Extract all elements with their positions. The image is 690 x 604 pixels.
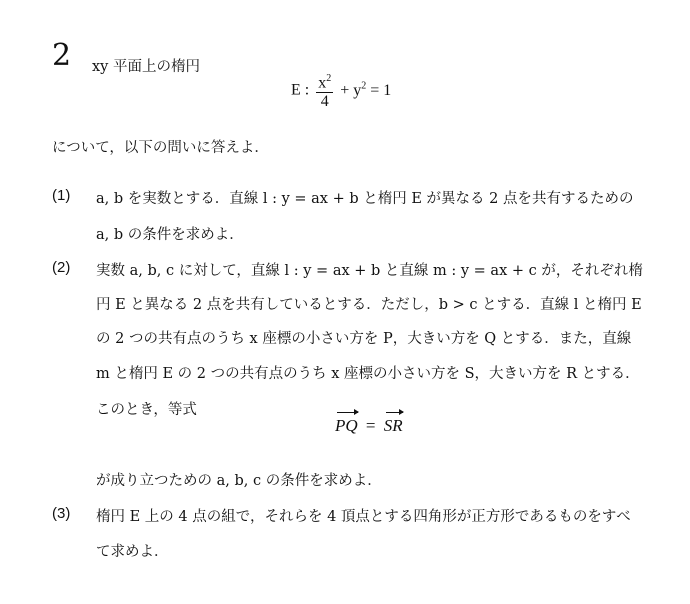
part-3-line-2: て求めよ．: [96, 544, 169, 560]
vector-sr: SR: [383, 416, 403, 435]
ellipse-fraction: $\frac{x^2}{4}$: [316, 70, 333, 111]
part-3-line-1: 楕円 E 上の 4 点の組で，それらを 4 頂点とする四角形が正方形であるものをすべ: [96, 509, 631, 525]
vector-equation: [335, 416, 403, 436]
part-2-line-5: このとき，等式: [96, 402, 197, 418]
problem-intro: xy 平面上の楕円: [92, 59, 200, 75]
ellipse-numerator: x: [318, 74, 327, 92]
part-1-line-1: a, b を実数とする．直線 l : y = ax + b と楕円 E が異なる 2 点を共有するための: [96, 191, 634, 207]
part-2-line-3: の 2 つの共有点のうち x 座標の小さい方を P，大きい方を Q とする．また，直線: [96, 331, 632, 347]
ellipse-rest: + y: [340, 82, 362, 100]
part-2-line-2: 円 E と異なる 2 点を共有しているとする．ただし，b > c とする．直線 l と楕円 E: [96, 297, 642, 313]
vector-pq: PQ: [335, 416, 358, 435]
part-2-label: (2): [52, 259, 71, 276]
part-1-line-2: a, b の条件を求めよ．: [96, 227, 244, 243]
part-3-label: (3): [52, 505, 71, 522]
ellipse-denominator: 4: [320, 93, 329, 111]
equals-sign: =: [365, 416, 376, 435]
problem-number: 2: [52, 38, 72, 73]
part-1-label: (1): [52, 187, 71, 204]
part-2-line-4: m と楕円 E の 2 つの共有点のうち x 座標の小さい方を S，大きい方を R とする．: [96, 366, 640, 382]
part-2-line-1: 実数 a, b, c に対して，直線 l : y = ax + b と直線 m : y = ax + c が，それぞれ楕: [96, 263, 643, 279]
problem-conclusion: について，以下の問いに答えよ．: [52, 140, 269, 156]
ellipse-end: = 1: [370, 82, 392, 100]
part-2-after: が成り立つための a, b, c の条件を求めよ．: [96, 473, 382, 489]
ellipse-lhs: E :: [291, 81, 310, 99]
ellipse-equation: E : $\frac{x^2}{4}$ + $y^2 = 1$: [291, 70, 391, 111]
